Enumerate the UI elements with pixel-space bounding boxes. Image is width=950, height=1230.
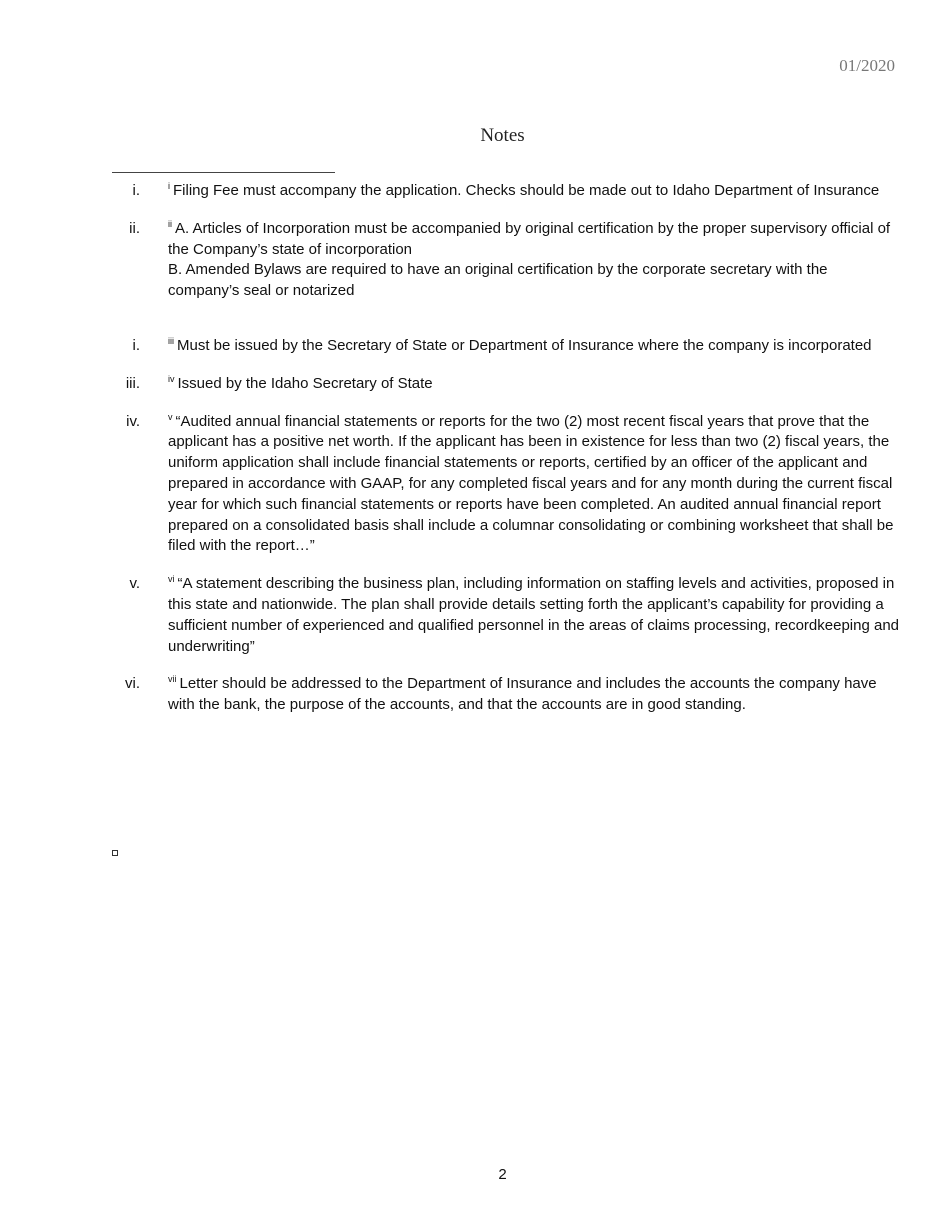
note-number: ii.	[129, 219, 140, 237]
note-item	[112, 674, 902, 716]
small-square-marker	[112, 850, 118, 856]
note-text: “Audited annual financial statements or reports for the two (2) most recent fiscal years that prove that the applicant has a positive net worth. If the applicant has been in existence for less than two (2) fiscal years, the uniform application shall include financial statements or reports, certified by an officer of the applicant and prepared in accordance with GAAP, for any completed fiscal years and for any month during the current fiscal year for which such financial statements or reports have been completed. An audited annual financial report prepared on a consolidated basis shall include a columnar consolidating or combining worksheet that shall be filed with the report…”	[168, 412, 894, 555]
note-number: i.	[132, 336, 140, 354]
note-text: Issued by the Idaho Secretary of State	[177, 374, 433, 392]
note-reference: vii	[168, 674, 177, 685]
page-title: Notes	[480, 125, 525, 146]
note-text: “A statement describing the business plan, including information on staffing levels and activities, proposed in this state and nationwide. The plan shall provide details setting forth the applicant’s capability for providing a sufficient number of experienced and qualified personnel in the areas of claims processing, recordkeeping and underwriting”	[168, 575, 900, 655]
note-item	[112, 412, 902, 558]
note-number: iv.	[126, 412, 140, 430]
note-reference: i	[168, 181, 170, 191]
note-reference: vi	[168, 574, 175, 585]
note-reference: iv	[168, 373, 175, 384]
notes-list	[112, 181, 902, 733]
page-number: 2	[498, 1166, 507, 1183]
note-reference: ii	[168, 218, 172, 229]
note-text: Letter should be addressed to the Department of Insurance and includes the accounts the company have with the bank, the purpose of the accounts, and that the accounts are in good standing.	[168, 675, 877, 714]
header-date: 01/2020	[839, 56, 895, 75]
note-text: Filing Fee must accompany the application. Checks should be made out to Idaho Department of Insurance	[173, 182, 880, 199]
footnote-separator	[112, 172, 335, 173]
note-reference: iii	[168, 335, 174, 346]
note-text: Must be issued by the Secretary of State or Department of Insurance where the company is incorporated	[177, 336, 872, 354]
note-number: i.	[132, 182, 140, 199]
note-number: iii.	[125, 374, 140, 392]
note-number: vi.	[125, 675, 140, 693]
note-item	[112, 574, 902, 657]
note-item	[112, 336, 902, 357]
note-text: A. Articles of Incorporation must be accompanied by original certification by the proper supervisory official of the Company’s state of incorporation	[168, 219, 891, 258]
note-text: B. Amended Bylaws are required to have an original certification by the corporate secretary with the company’s seal or notarized	[168, 261, 828, 300]
note-item	[112, 219, 902, 302]
note-number: v.	[129, 575, 140, 593]
note-item	[112, 181, 902, 202]
note-item	[112, 374, 902, 395]
note-reference: v	[168, 411, 173, 422]
